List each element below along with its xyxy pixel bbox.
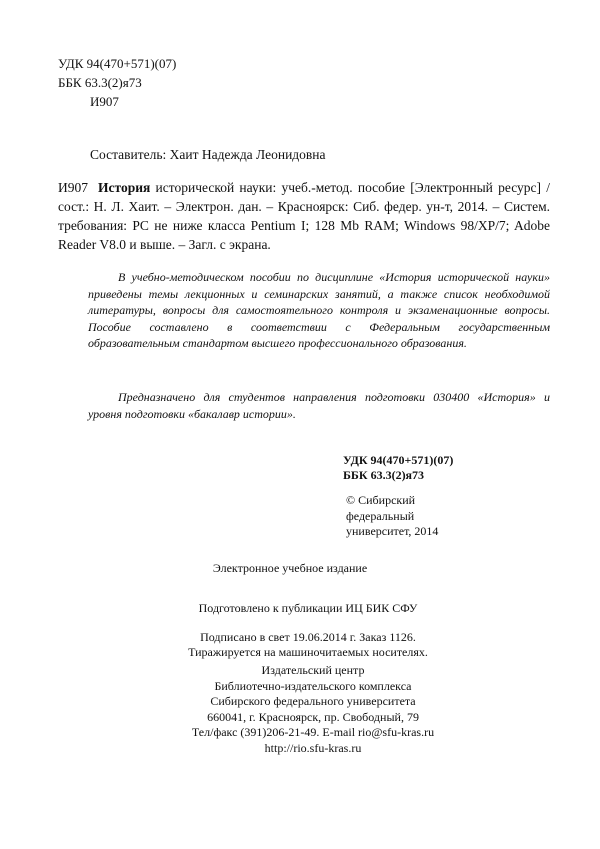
audience-paragraph: Предназначено для студентов направления подготовки 030400 «История» и уровня подготовки «бакалавр истории».: [88, 390, 550, 421]
biblio-text: исторической науки: учеб.-метод. пособие [Электронный ресурс] / сост.: Н. Л. Хаит. – Электрон. дан. – Красноярск: Сиб. федер. ун-т, 2014. – Систем. требования: PC не ниже класса Pentium I; 128 Mb RAM; Windows 98/XP/7; Adobe Reader V8.0 и выше. – Загл. с экрана.: [58, 180, 550, 252]
biblio-title: История: [98, 180, 151, 195]
bibliographic-record: [58, 178, 550, 254]
publisher-website: http://rio.sfu-kras.ru: [264, 740, 362, 755]
signed-note: Подписано в свет 19.06.2014 г. Заказ 1126.: [200, 630, 416, 644]
edition-type: Электронное учебное издание: [212, 561, 368, 575]
biblio-sign: И907: [58, 180, 88, 195]
publisher-info: [0, 663, 600, 756]
publisher-address: 660041, г. Красноярск, пр. Свободный, 79: [207, 709, 419, 724]
annotation-paragraph: В учебно-методическом пособии по дисциплине «История исторической науки» приведены темы лекционных и семинарских занятий, а также список необходимой литературы, вопросы для самостоятельного контроля и экзаменационные вопросы. Пособие составлено в соответствии с Федеральным государственным образовательным стандартом высшего профессионального образования.: [88, 270, 550, 350]
publisher-line: Сибирского федерального университета: [210, 694, 416, 708]
copyright-line: университет, 2014: [346, 524, 439, 538]
compiler-line: Составитель: Хаит Надежда Леонидовна: [90, 147, 326, 162]
prepared-note: Подготовлено к публикации ИЦ БИК СФУ: [198, 601, 418, 615]
publisher-line: Издательский центр: [261, 663, 365, 677]
copyright-line: федеральный: [346, 508, 415, 523]
bbk-code-bold: ББК 63.3(2)я73: [343, 468, 425, 482]
publisher-line: Библиотечно-издательского комплекса: [214, 678, 412, 693]
udk-code: УДК 94(470+571)(07): [58, 56, 177, 71]
bbk-code: ББК 63.3(2)я73: [58, 75, 142, 90]
author-sign: И907: [90, 94, 119, 109]
udk-code-bold: УДК 94(470+571)(07): [343, 453, 454, 467]
publisher-contact: Тел/факс (391)206-21-49. E-mail rio@sfu-kras.ru: [191, 725, 435, 739]
copyright-notice: [346, 493, 438, 540]
printed-note: Тиражируется на машиночитаемых носителях.: [188, 645, 428, 659]
copyright-line: © Сибирский: [346, 493, 416, 507]
